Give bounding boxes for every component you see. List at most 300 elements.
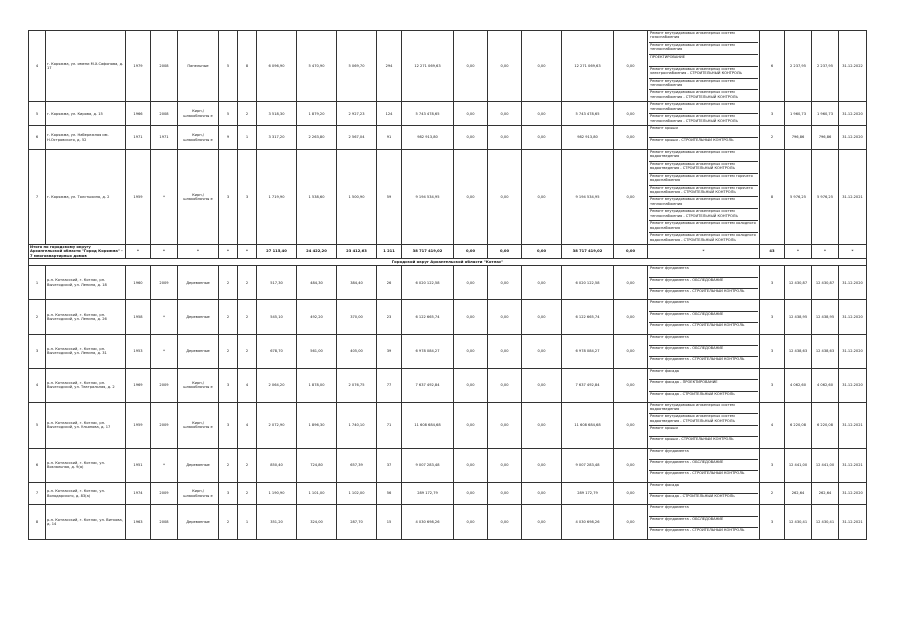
work-item: Ремонт крыши — [649, 426, 758, 437]
address-cell: г. Коряжма, ул. Толстыхина, д. 2 — [46, 149, 126, 244]
last-repair-year-cell: 2008 — [151, 31, 178, 102]
total-cost-cell: 6 122 665,74 — [402, 300, 454, 334]
total-s1-cell: 38 717 419,02 — [402, 245, 454, 259]
residents-cell: 37 — [377, 448, 402, 482]
regional-budget-cell: 0,00 — [488, 102, 522, 126]
residents-cell: 91 — [377, 126, 402, 150]
regional-budget-cell: 0,00 — [488, 505, 522, 539]
entrances-cell: 3 — [238, 149, 257, 244]
total-cost-cell: 7 637 492,84 — [402, 368, 454, 402]
last-repair-year-cell: 2009 — [151, 402, 178, 448]
work-item: Ремонт внутридомовых инженерных систем горячего водоснабжения - СТРОИТЕЛЬНЫЙ КОНТРОЛЬ — [649, 186, 758, 198]
premises-area-cell: 492,20 — [297, 300, 337, 334]
total-cost-cell: 4 030 698,26 — [402, 505, 454, 539]
total-cost-cell: 289 172,79 — [402, 482, 454, 505]
work-item: Ремонт фундамента - ОБСЛЕДОВАНИЕ — [649, 312, 758, 323]
other-funds-cell: 0,00 — [614, 482, 648, 505]
total-area-cell: 678,70 — [257, 334, 297, 368]
other-funds-cell: 0,00 — [614, 300, 648, 334]
work-item: Ремонт фундамента - ОБСЛЕДОВАНИЕ — [649, 346, 758, 357]
premises-area-cell: 561,00 — [297, 334, 337, 368]
total-fl-cell: * — [219, 245, 238, 259]
premises-area-cell: 2 263,80 — [297, 126, 337, 150]
build-year-cell: 1979 — [126, 31, 151, 102]
total-cost-cell: 6 978 084,27 — [402, 334, 454, 368]
last-repair-year-cell: 2009 — [151, 482, 178, 505]
total-area-cell: 6 096,90 — [257, 31, 297, 102]
total-s2-cell: 0,00 — [454, 245, 488, 259]
fund-cost-cell: 0,00 — [454, 482, 488, 505]
row-number-cell: 6 — [29, 448, 46, 482]
works-count-cell: 2 — [760, 126, 785, 150]
register-table — [28, 30, 867, 540]
build-year-cell: 1953 — [126, 334, 151, 368]
residents-cell: 124 — [377, 102, 402, 126]
fund-cost-cell: 0,00 — [454, 31, 488, 102]
max-unit-cost-cell: 12 438,95 — [812, 300, 839, 334]
total-y1-cell: * — [126, 245, 151, 259]
address-cell: р-н. Котласский, г. Котлас, ул. Володарского, д. 83(а) — [46, 482, 126, 505]
work-item: Ремонт внутридомовых инженерных систем водоотведения — [649, 150, 758, 162]
fund-cost-cell: 0,00 — [454, 300, 488, 334]
premises-area-cell: 1 879,20 — [297, 102, 337, 126]
works-count-cell: 2 — [760, 482, 785, 505]
works-count-cell: 4 — [760, 402, 785, 448]
total-area-cell: 2 072,90 — [257, 402, 297, 448]
premises-area-cell: 484,30 — [297, 266, 337, 300]
entrances-cell: 4 — [238, 368, 257, 402]
other-funds-cell: 0,00 — [614, 266, 648, 300]
wall-material-cell: Кирп./ шлакоблочны е — [178, 126, 219, 150]
work-item: Ремонт внутридомовых инженерных систем горячего водоснабжения — [649, 174, 758, 186]
wall-material-cell: Кирп./ шлакоблочны е — [178, 368, 219, 402]
row-number-cell: 1 — [29, 266, 46, 300]
regional-budget-cell: 0,00 — [488, 149, 522, 244]
living-area-cell: 1 500,90 — [337, 149, 377, 244]
local-budget-cell: 0,00 — [522, 505, 562, 539]
fund-cost-cell: 0,00 — [454, 368, 488, 402]
works-list-cell — [648, 31, 760, 102]
max-unit-cost-cell: 1 960,73 — [812, 102, 839, 126]
entrances-cell: 2 — [238, 482, 257, 505]
owners-funds-cell: 7 637 492,84 — [562, 368, 614, 402]
residents-cell: 59 — [377, 149, 402, 244]
other-funds-cell: 0,00 — [614, 102, 648, 126]
wall-material-cell: Кирп./ шлакоблочны е — [178, 102, 219, 126]
residents-cell: 26 — [377, 266, 402, 300]
entrances-cell: 2 — [238, 266, 257, 300]
max-unit-cost-cell: 12 438,63 — [812, 334, 839, 368]
total-cost-cell: 11 608 684,68 — [402, 402, 454, 448]
entrances-cell: 2 — [238, 448, 257, 482]
max-unit-cost-cell: 4 062,60 — [812, 368, 839, 402]
row-number-cell: 8 — [29, 505, 46, 539]
local-budget-cell: 0,00 — [522, 31, 562, 102]
deadline-cell: 31.12.2021 — [839, 149, 867, 244]
local-budget-cell: 0,00 — [522, 126, 562, 150]
works-list-cell — [648, 334, 760, 368]
local-budget-cell: 0,00 — [522, 102, 562, 126]
unit-cost-cell: 2 237,95 — [785, 31, 812, 102]
regional-budget-cell: 0,00 — [488, 482, 522, 505]
build-year-cell: 1971 — [126, 126, 151, 150]
entrances-cell: 2 — [238, 300, 257, 334]
total-area-cell: 545,10 — [257, 300, 297, 334]
living-area-cell: 287,70 — [337, 505, 377, 539]
row-number-cell: 7 — [29, 149, 46, 244]
row-number-cell: 3 — [29, 334, 46, 368]
total-mat-cell: * — [178, 245, 219, 259]
works-list-cell — [648, 448, 760, 482]
floors-cell: 9 — [219, 126, 238, 150]
unit-cost-cell: 4 062,60 — [785, 368, 812, 402]
wall-material-cell: Кирп./ шлакоблочны е — [178, 482, 219, 505]
premises-area-cell: 724,80 — [297, 448, 337, 482]
table-row — [29, 334, 867, 368]
deadline-cell: 31.12.2022 — [839, 31, 867, 102]
residents-cell: 15 — [377, 505, 402, 539]
wall-material-cell: Деревянные — [178, 300, 219, 334]
work-item: Ремонт внутридомовых инженерных систем теплоснабжения - СТРОИТЕЛЬНЫЙ КОНТРОЛЬ — [649, 209, 758, 221]
fund-cost-cell: 0,00 — [454, 334, 488, 368]
deadline-cell: 31.12.2020 — [839, 482, 867, 505]
table-row — [29, 102, 867, 126]
floors-cell: 2 — [219, 448, 238, 482]
work-item: Ремонт фасада — [649, 483, 758, 494]
local-budget-cell: 0,00 — [522, 266, 562, 300]
work-item: Ремонт фасада - СТРОИТЕЛЬНЫЙ КОНТРОЛЬ — [650, 494, 735, 499]
fund-cost-cell: 0,00 — [454, 149, 488, 244]
floors-cell: 3 — [219, 149, 238, 244]
work-item: Ремонт внутридомовых инженерных систем теплоснабжения — [649, 79, 758, 91]
total-area-cell: 1 190,90 — [257, 482, 297, 505]
last-repair-year-cell: * — [151, 448, 178, 482]
last-repair-year-cell: 2009 — [151, 368, 178, 402]
works-count-cell: 3 — [760, 102, 785, 126]
build-year-cell: 1969 — [126, 368, 151, 402]
table-row — [29, 300, 867, 334]
wall-material-cell: Кирп./ шлакоблочны е — [178, 402, 219, 448]
works-list-cell — [648, 368, 760, 402]
work-item: Ремонт фундамента — [649, 505, 758, 516]
unit-cost-cell: 12 430,41 — [785, 505, 812, 539]
entrances-cell: 2 — [238, 334, 257, 368]
work-item: Ремонт крыши - СТРОИТЕЛЬНЫЙ КОНТРОЛЬ — [650, 138, 734, 143]
works-count-cell: 8 — [760, 149, 785, 244]
work-item: Ремонт фундамента - СТРОИТЕЛЬНЫЙ КОНТРОЛЬ — [650, 323, 745, 328]
deadline-cell: 31.12.2020 — [839, 266, 867, 300]
regional-budget-cell: 0,00 — [488, 300, 522, 334]
owners-funds-cell: 4 030 698,26 — [562, 505, 614, 539]
floors-cell: 2 — [219, 300, 238, 334]
local-budget-cell: 0,00 — [522, 300, 562, 334]
table-row — [29, 505, 867, 539]
fund-cost-cell: 0,00 — [454, 126, 488, 150]
total-u2-cell: * — [812, 245, 839, 259]
region-title-cell: Городской округ Архангельской области "Котлас" — [29, 259, 867, 266]
wall-material-cell: Деревянные — [178, 448, 219, 482]
work-item: Ремонт фундамента — [649, 335, 758, 346]
owners-funds-cell: 5 743 478,65 — [562, 102, 614, 126]
work-item: Ремонт внутридомовых инженерных систем теплоснабжения — [649, 197, 758, 209]
table-row — [29, 266, 867, 300]
other-funds-cell: 0,00 — [614, 368, 648, 402]
deadline-cell: 31.12.2020 — [839, 334, 867, 368]
unit-cost-cell: 12 438,63 — [785, 334, 812, 368]
work-item: Ремонт фундамента — [649, 449, 758, 460]
max-unit-cost-cell: 6 220,08 — [812, 402, 839, 448]
unit-cost-cell: 12 441,00 — [785, 448, 812, 482]
build-year-cell: 1959 — [126, 402, 151, 448]
total-cost-cell: 6 020 122,58 — [402, 266, 454, 300]
works-list-cell — [648, 126, 760, 150]
build-year-cell: 1963 — [126, 505, 151, 539]
residents-cell: 56 — [377, 482, 402, 505]
work-item: Ремонт фундамента — [649, 266, 758, 277]
unit-cost-cell: 796,86 — [785, 126, 812, 150]
total-area-cell: 850,40 — [257, 448, 297, 482]
total-s5-cell: 38 717 419,02 — [562, 245, 614, 259]
table-row — [29, 149, 867, 244]
entrances-cell: 1 — [238, 126, 257, 150]
deadline-cell: 31.12.2020 — [839, 300, 867, 334]
residents-cell: 294 — [377, 31, 402, 102]
last-repair-year-cell: * — [151, 334, 178, 368]
build-year-cell: 1960 — [126, 266, 151, 300]
regional-budget-cell: 0,00 — [488, 448, 522, 482]
living-area-cell: 2 076,75 — [337, 368, 377, 402]
max-unit-cost-cell: 5 976,25 — [812, 149, 839, 244]
local-budget-cell: 0,00 — [522, 482, 562, 505]
owners-funds-cell: 6 020 122,58 — [562, 266, 614, 300]
last-repair-year-cell: 2008 — [151, 505, 178, 539]
floors-cell: 2 — [219, 505, 238, 539]
fund-cost-cell: 0,00 — [454, 102, 488, 126]
local-budget-cell: 0,00 — [522, 334, 562, 368]
fund-cost-cell: 0,00 — [454, 266, 488, 300]
row-number-cell: 5 — [29, 102, 46, 126]
fund-cost-cell: 0,00 — [454, 402, 488, 448]
other-funds-cell: 0,00 — [614, 505, 648, 539]
region-header-row — [29, 259, 867, 266]
floors-cell: 3 — [219, 368, 238, 402]
row-number-cell: 7 — [29, 482, 46, 505]
unit-cost-cell: 262,64 — [785, 482, 812, 505]
wall-material-cell: Деревянные — [178, 505, 219, 539]
work-item: Ремонт внутридомовых инженерных систем теплоснабжения - СТРОИТЕЛЬНЫЙ КОНТРОЛЬ — [650, 90, 738, 99]
total-area-cell: 2 064,20 — [257, 368, 297, 402]
other-funds-cell: 0,00 — [614, 31, 648, 102]
owners-funds-cell: 6 978 084,27 — [562, 334, 614, 368]
works-count-cell: 3 — [760, 448, 785, 482]
regional-budget-cell: 0,00 — [488, 334, 522, 368]
local-budget-cell: 0,00 — [522, 368, 562, 402]
max-unit-cost-cell: 12 430,87 — [812, 266, 839, 300]
total-cost-cell: 9 007 283,48 — [402, 448, 454, 482]
residents-cell: 39 — [377, 334, 402, 368]
total-works-cell: * — [648, 245, 760, 259]
address-cell: р-н. Котласский, г. Котлас, ул. Вокзальная, д. 9(а) — [46, 448, 126, 482]
living-area-cell: 2 567,04 — [337, 126, 377, 150]
floors-cell: 3 — [219, 482, 238, 505]
floors-cell: 2 — [219, 334, 238, 368]
local-budget-cell: 0,00 — [522, 149, 562, 244]
works-count-cell: 6 — [760, 31, 785, 102]
deadline-cell: 31.12.2020 — [839, 368, 867, 402]
work-item: Ремонт фундамента - ОБСЛЕДОВАНИЕ — [649, 517, 758, 528]
work-item: Ремонт фундамента - СТРОИТЕЛЬНЫЙ КОНТРОЛЬ — [650, 289, 745, 294]
last-repair-year-cell: * — [151, 300, 178, 334]
total-area-cell: 3 317,20 — [257, 126, 297, 150]
works-count-cell: 3 — [760, 505, 785, 539]
work-item: Ремонт фундамента - СТРОИТЕЛЬНЫЙ КОНТРОЛЬ — [650, 471, 745, 476]
deadline-cell: 31.12.2021 — [839, 402, 867, 448]
premises-area-cell: 1 896,30 — [297, 402, 337, 448]
total-cost-cell: 9 194 534,95 — [402, 149, 454, 244]
row-number-cell: 6 — [29, 126, 46, 150]
owners-funds-cell: 9 194 534,95 — [562, 149, 614, 244]
total-s3-cell: 0,00 — [488, 245, 522, 259]
unit-cost-cell: 5 976,25 — [785, 149, 812, 244]
living-area-cell: 370,00 — [337, 300, 377, 334]
row-number-cell: 4 — [29, 31, 46, 102]
owners-funds-cell: 6 122 665,74 — [562, 300, 614, 334]
living-area-cell: 657,39 — [337, 448, 377, 482]
work-item: Ремонт внутридомовых инженерных систем холодного водоснабжения — [649, 221, 758, 233]
living-area-cell: 1 102,00 — [337, 482, 377, 505]
regional-budget-cell: 0,00 — [488, 266, 522, 300]
owners-funds-cell: 982 913,80 — [562, 126, 614, 150]
total-s4-cell: 0,00 — [522, 245, 562, 259]
deadline-cell: 31.12.2021 — [839, 505, 867, 539]
residents-cell: 77 — [377, 368, 402, 402]
table-row — [29, 448, 867, 482]
local-budget-cell: 0,00 — [522, 448, 562, 482]
owners-funds-cell: 11 608 684,68 — [562, 402, 614, 448]
regional-budget-cell: 0,00 — [488, 126, 522, 150]
deadline-cell: 31.12.2021 — [839, 448, 867, 482]
premises-area-cell: 324,00 — [297, 505, 337, 539]
municipality-total-row — [29, 245, 867, 259]
table-row — [29, 31, 867, 102]
total-area-cell: 351,20 — [257, 505, 297, 539]
table-row — [29, 402, 867, 448]
build-year-cell: 1966 — [126, 102, 151, 126]
works-list-cell — [648, 149, 760, 244]
residents-cell: 71 — [377, 402, 402, 448]
other-funds-cell: 0,00 — [614, 448, 648, 482]
max-unit-cost-cell: 796,86 — [812, 126, 839, 150]
other-funds-cell: 0,00 — [614, 402, 648, 448]
living-area-cell: 5 069,70 — [337, 31, 377, 102]
work-item: Ремонт внутридомовых инженерных систем теплоснабжения — [649, 102, 758, 114]
regional-budget-cell: 0,00 — [488, 31, 522, 102]
regional-budget-cell: 0,00 — [488, 368, 522, 402]
total-a1-cell: 27 115,40 — [257, 245, 297, 259]
work-item: Ремонт крыши - СТРОИТЕЛЬНЫЙ КОНТРОЛЬ — [650, 437, 734, 442]
premises-area-cell: 1 538,60 — [297, 149, 337, 244]
last-repair-year-cell: * — [151, 149, 178, 244]
works-list-cell — [648, 266, 760, 300]
work-item: Ремонт внутридомовых инженерных систем газоснабжения — [649, 31, 758, 43]
total-d-cell: * — [839, 245, 867, 259]
row-number-cell: 5 — [29, 402, 46, 448]
total-cost-cell: 982 913,80 — [402, 126, 454, 150]
build-year-cell: 1959 — [126, 149, 151, 244]
unit-cost-cell: 12 438,95 — [785, 300, 812, 334]
works-count-cell: 3 — [760, 266, 785, 300]
total-p-cell: 1 211 — [377, 245, 402, 259]
build-year-cell: 1951 — [126, 448, 151, 482]
wall-material-cell: Деревянные — [178, 334, 219, 368]
living-area-cell: 384,40 — [337, 266, 377, 300]
living-area-cell: 405,00 — [337, 334, 377, 368]
wall-material-cell: Кирп./ шлакоблочны е — [178, 149, 219, 244]
table-row — [29, 126, 867, 150]
capital-repair-register-sheet — [28, 30, 866, 608]
other-funds-cell: 0,00 — [614, 126, 648, 150]
address-cell: г. Коряжма, ул. Кирова, д. 15 — [46, 102, 126, 126]
last-repair-year-cell: 2009 — [151, 266, 178, 300]
living-area-cell: 1 740,10 — [337, 402, 377, 448]
owners-funds-cell: 12 271 069,63 — [562, 31, 614, 102]
wall-material-cell: Панельные — [178, 31, 219, 102]
works-list-cell — [648, 482, 760, 505]
address-cell: г. Коряжма, ул. Набережная им. Н.Островского, д. 52 — [46, 126, 126, 150]
total-cost-cell: 5 743 478,65 — [402, 102, 454, 126]
entrances-cell: 4 — [238, 402, 257, 448]
floors-cell: 2 — [219, 266, 238, 300]
work-item: Ремонт фасада — [649, 369, 758, 380]
total-area-cell: 1 719,90 — [257, 149, 297, 244]
works-list-cell — [648, 300, 760, 334]
premises-area-cell: 5 470,90 — [297, 31, 337, 102]
work-item: Ремонт крыши — [649, 126, 758, 138]
address-cell: г. Коряжма, ул. имени М.Х.Сафонова, д. 17 — [46, 31, 126, 102]
max-unit-cost-cell: 262,64 — [812, 482, 839, 505]
local-budget-cell: 0,00 — [522, 402, 562, 448]
total-a3-cell: 23 412,63 — [337, 245, 377, 259]
work-item: Ремонт фасада - ПРОЕКТИРОВАНИЕ — [649, 380, 758, 391]
work-item: Ремонт внутридомовых инженерных систем водоотведения - СТРОИТЕЛЬНЫЙ КОНТРОЛЬ — [649, 162, 758, 174]
total-y2-cell: * — [151, 245, 178, 259]
work-item: Ремонт внутридомовых инженерных систем холодного водоснабжения - СТРОИТЕЛЬНЫЙ КОНТРОЛЬ — [650, 233, 756, 242]
max-unit-cost-cell: 12 441,00 — [812, 448, 839, 482]
total-u1-cell: * — [785, 245, 812, 259]
works-count-cell: 3 — [760, 334, 785, 368]
table-row — [29, 368, 867, 402]
unit-cost-cell: 12 430,87 — [785, 266, 812, 300]
row-number-cell: 2 — [29, 300, 46, 334]
total-a2-cell: 24 422,20 — [297, 245, 337, 259]
work-item: Ремонт фундамента — [649, 300, 758, 311]
total-area-cell: 3 518,30 — [257, 102, 297, 126]
floors-cell: 5 — [219, 31, 238, 102]
address-cell: р-н. Котласский, г. Котлас, рп. Вычегодский, ул. Ленина, д. 31 — [46, 334, 126, 368]
deadline-cell: 31.12.2020 — [839, 126, 867, 150]
build-year-cell: 1958 — [126, 300, 151, 334]
unit-cost-cell: 1 960,73 — [785, 102, 812, 126]
floors-cell: 3 — [219, 402, 238, 448]
last-repair-year-cell: 2008 — [151, 102, 178, 126]
floors-cell: 5 — [219, 102, 238, 126]
works-count-cell: 3 — [760, 368, 785, 402]
total-n-cell: 43 — [760, 245, 785, 259]
work-item: Ремонт внутридомовых инженерных систем водоотведения - СТРОИТЕЛЬНЫЙ КОНТРОЛЬ — [649, 414, 758, 425]
address-cell: р-н. Котласский, г. Котлас, рп. Вычегодский, ул. Ульянова, д. 17 — [46, 402, 126, 448]
address-cell: р-н. Котласский, г. Котлас, ул. Виткова, д. 14 — [46, 505, 126, 539]
wall-material-cell: Деревянные — [178, 266, 219, 300]
